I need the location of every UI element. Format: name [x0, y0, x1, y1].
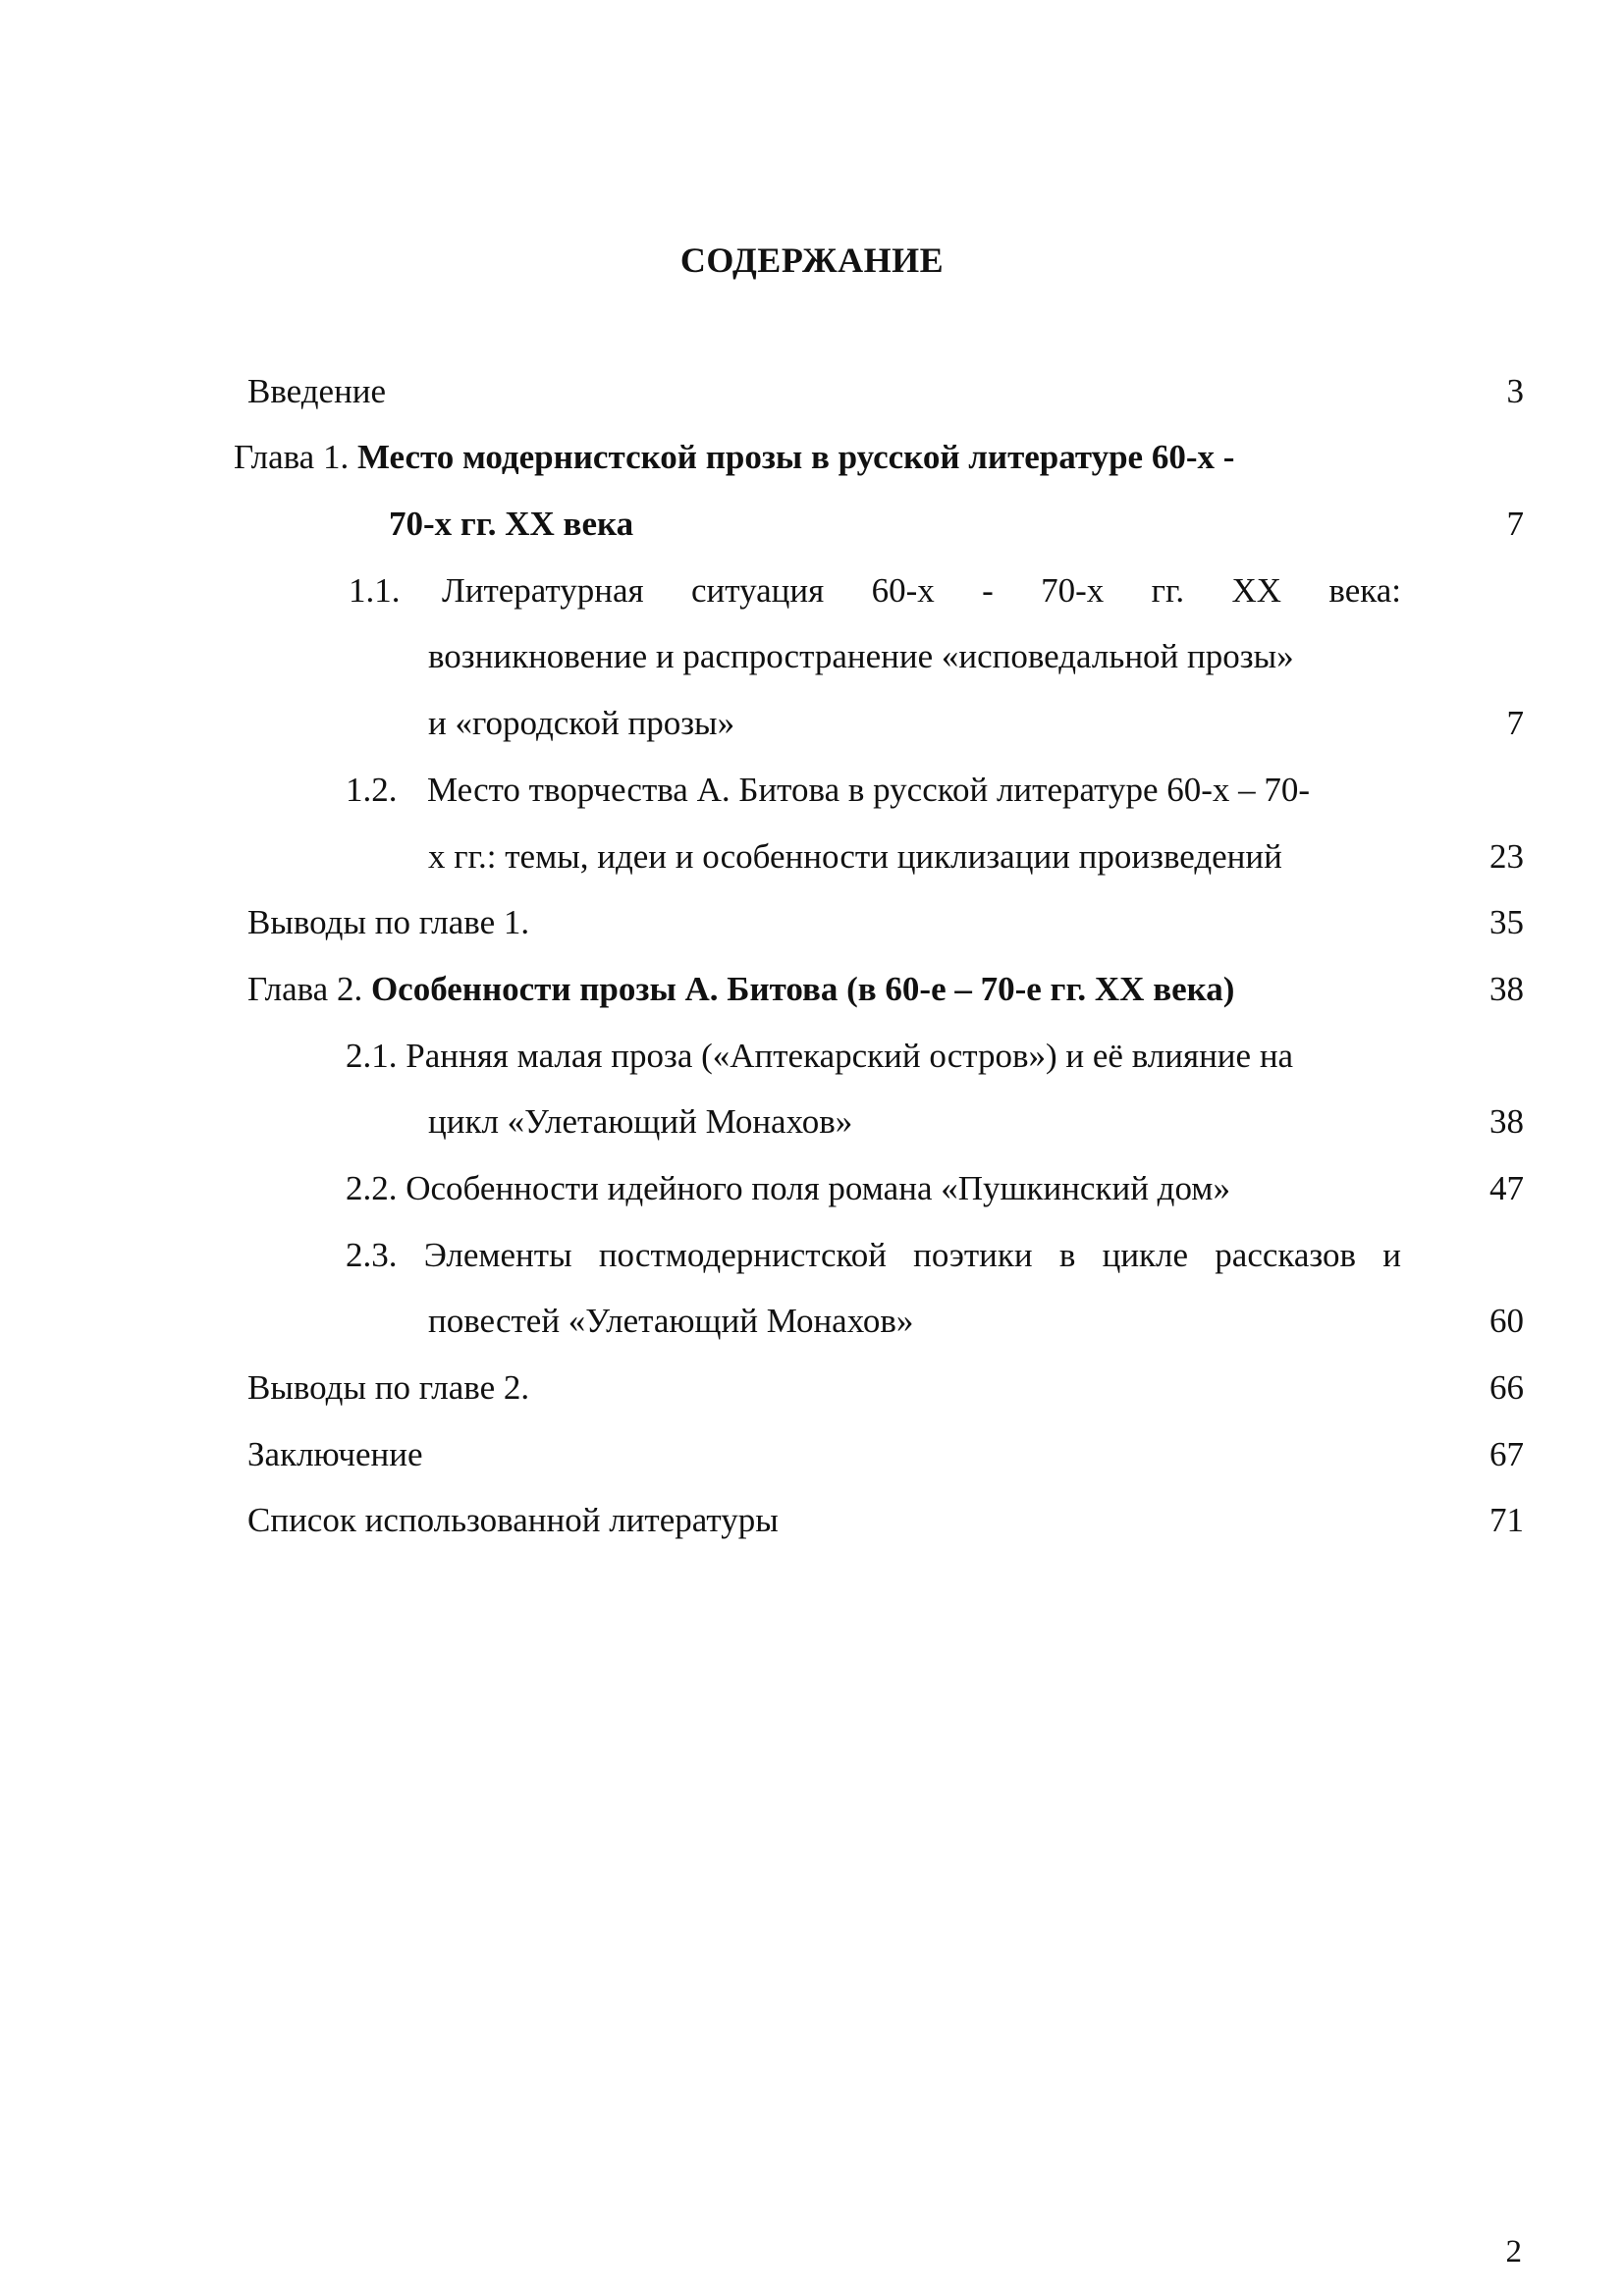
toc-s12-line1: Место творчества А. Битова в русской литературе 60-х – 70-	[427, 771, 1311, 809]
toc-ch1-title-cont: 70-х гг. XX века	[389, 505, 634, 543]
toc-entry-conclusion: Заключение	[247, 1435, 423, 1473]
page-number: 2	[1505, 2234, 1522, 2269]
toc-entry-conclusions-ch1: Выводы по главе 1.	[247, 903, 530, 941]
toc-s11-line2: возникновение и распространение «исповедальной прозы»	[428, 637, 1294, 675]
toc-s22-line1: 2.2. Особенности идейного поля романа «Пушкинский дом»	[346, 1169, 1230, 1207]
toc-page-conclusions-ch1: 35	[1489, 903, 1524, 941]
toc-page-conclusions-ch2: 66	[1489, 1368, 1524, 1407]
toc-s12-line2: х гг.: темы, идеи и особенности циклизации произведений	[428, 837, 1282, 876]
toc-ch2-title: Особенности прозы А. Битова (в 60-е – 70-е гг. XX века)	[370, 970, 1235, 1008]
toc-s23-line1: 2.3. Элементы постмодернистской поэтики в цикле рассказов и	[346, 1236, 1401, 1274]
toc-entry-ch1	[234, 436, 1234, 479]
toc-page-s23: 60	[1489, 1302, 1524, 1340]
toc-page-conclusion: 67	[1489, 1435, 1524, 1473]
toc-page-s12: 23	[1489, 837, 1524, 876]
toc-page-bibliography: 71	[1489, 1501, 1524, 1539]
toc-page-ch2: 38	[1489, 970, 1524, 1008]
toc-page-s22: 47	[1489, 1169, 1524, 1207]
toc-s21-line2: цикл «Улетающий Монахов»	[428, 1102, 853, 1141]
toc-ch1-title: Место модернистской прозы в русской литературе 60-х -	[356, 438, 1235, 476]
toc-page-s11: 7	[1506, 704, 1524, 742]
page-title: СОДЕРЖАНИЕ	[679, 240, 945, 280]
toc-ch2-prefix: Глава 2.	[247, 970, 371, 1008]
toc-s21-line1: 2.1. Ранняя малая проза («Аптекарский остров») и её влияние на	[346, 1037, 1294, 1075]
toc-entry-intro: Введение	[247, 372, 387, 410]
toc-s11-line1: Литературная ситуация 60-х - 70-х гг. XX века:	[442, 571, 1401, 610]
toc-page-s21: 38	[1489, 1102, 1524, 1141]
toc-page-intro: 3	[1506, 372, 1524, 410]
toc-ch1-prefix: Глава 1.	[234, 438, 357, 476]
toc-entry-conclusions-ch2: Выводы по главе 2.	[247, 1368, 530, 1407]
toc-entry-bibliography: Список использованной литературы	[247, 1501, 779, 1539]
toc-s12-number: 1.2.	[346, 771, 398, 809]
toc-s11-line3: и «городской прозы»	[428, 704, 735, 742]
toc-page-ch1: 7	[1506, 505, 1524, 543]
toc-s11-number: 1.1.	[349, 571, 401, 610]
toc-s23-line2: повестей «Улетающий Монахов»	[428, 1302, 914, 1340]
toc-entry-ch2	[247, 968, 1234, 1011]
